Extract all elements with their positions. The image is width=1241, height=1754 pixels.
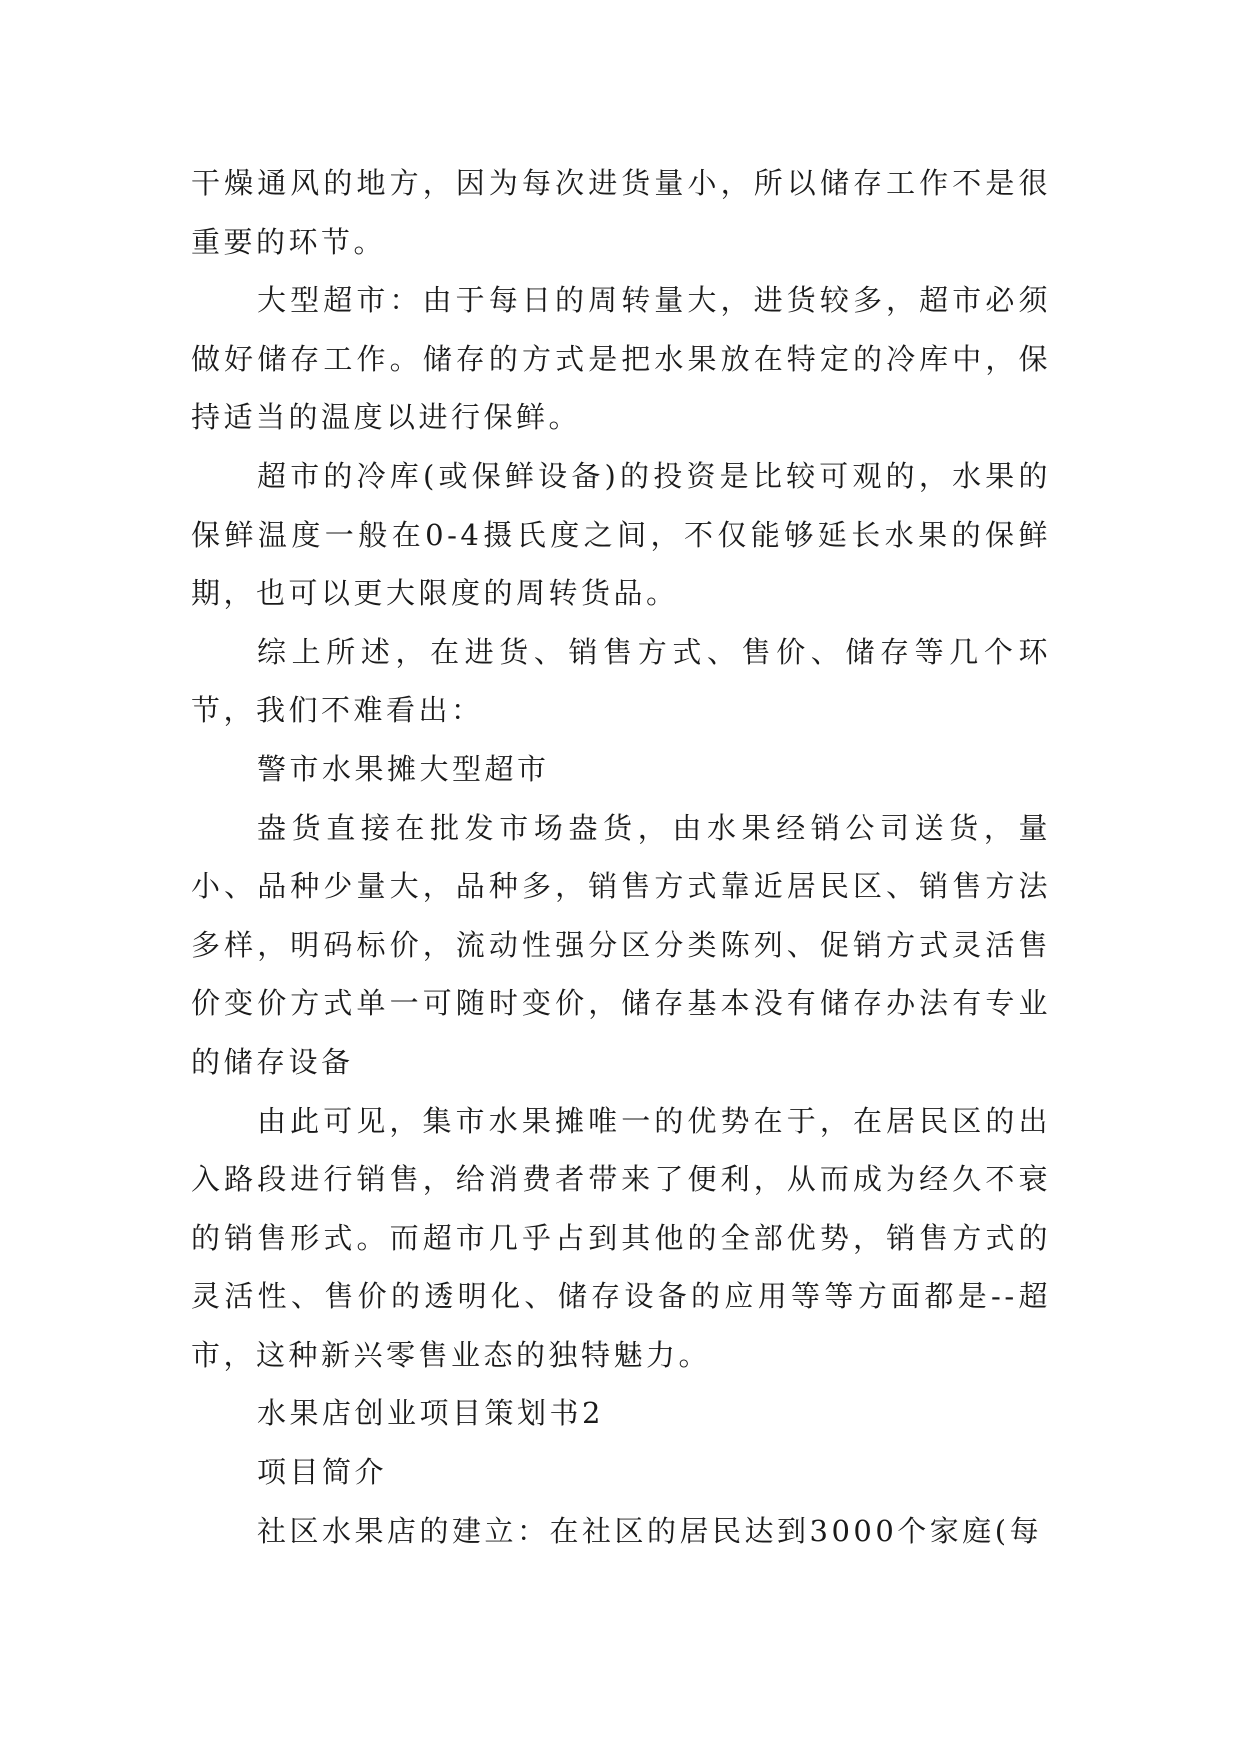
paragraph-community-store: 社区水果店的建立：在社区的居民达到3000个家庭(每 [257, 1513, 1043, 1548]
paragraph-summary: 综上所述，在进货、销售方式、售价、储存等几个环节，我们不难看出： [191, 634, 1051, 728]
paragraph-conclusion: 由此可见，集市水果摊唯一的优势在于，在居民区的出入路段进行销售，给消费者带来了便利，从而成为经久不衰的销售形式。而超市几乎占到其他的全部优势，销售方式的灵活性、售价的透明化、储存设备的应用等等方面都是--超市，这种新兴零售业态的独特魅力。 [191, 1103, 1051, 1372]
paragraph-supermarket-storage: 大型超市：由于每日的周转量大，进货较多，超市必须做好储存工作。储存的方式是把水果放在特定的冷库中，保持适当的温度以进行保鲜。 [191, 283, 1051, 435]
paragraph-comparison-details: 盎货直接在批发市场盎货，由水果经销公司送货，量小、品种少量大，品种多，销售方式靠近居民区、销售方法多样，明码标价，流动性强分区分类陈列、促销方式灵活售价变价方式单一可随时变价，储存基本没有储存办法有专业的储存设备 [191, 810, 1051, 1079]
document-page [191, 154, 1051, 1560]
subheading-project-intro: 项目简介 [257, 1455, 388, 1490]
section-heading-plan-2: 水果店创业项目策划书2 [257, 1396, 604, 1431]
paragraph-comparison-header: 警市水果摊大型超市 [257, 751, 550, 786]
paragraph-storage-small-volume: 干燥通风的地方，因为每次进货量小，所以储存工作不是很重要的环节。 [191, 166, 1051, 259]
paragraph-cold-storage-investment: 超市的冷库(或保鲜设备)的投资是比较可观的，水果的保鲜温度一般在0-4摄氏度之间，不仅能够延长水果的保鲜期，也可以更大限度的周转货品。 [191, 458, 1051, 611]
